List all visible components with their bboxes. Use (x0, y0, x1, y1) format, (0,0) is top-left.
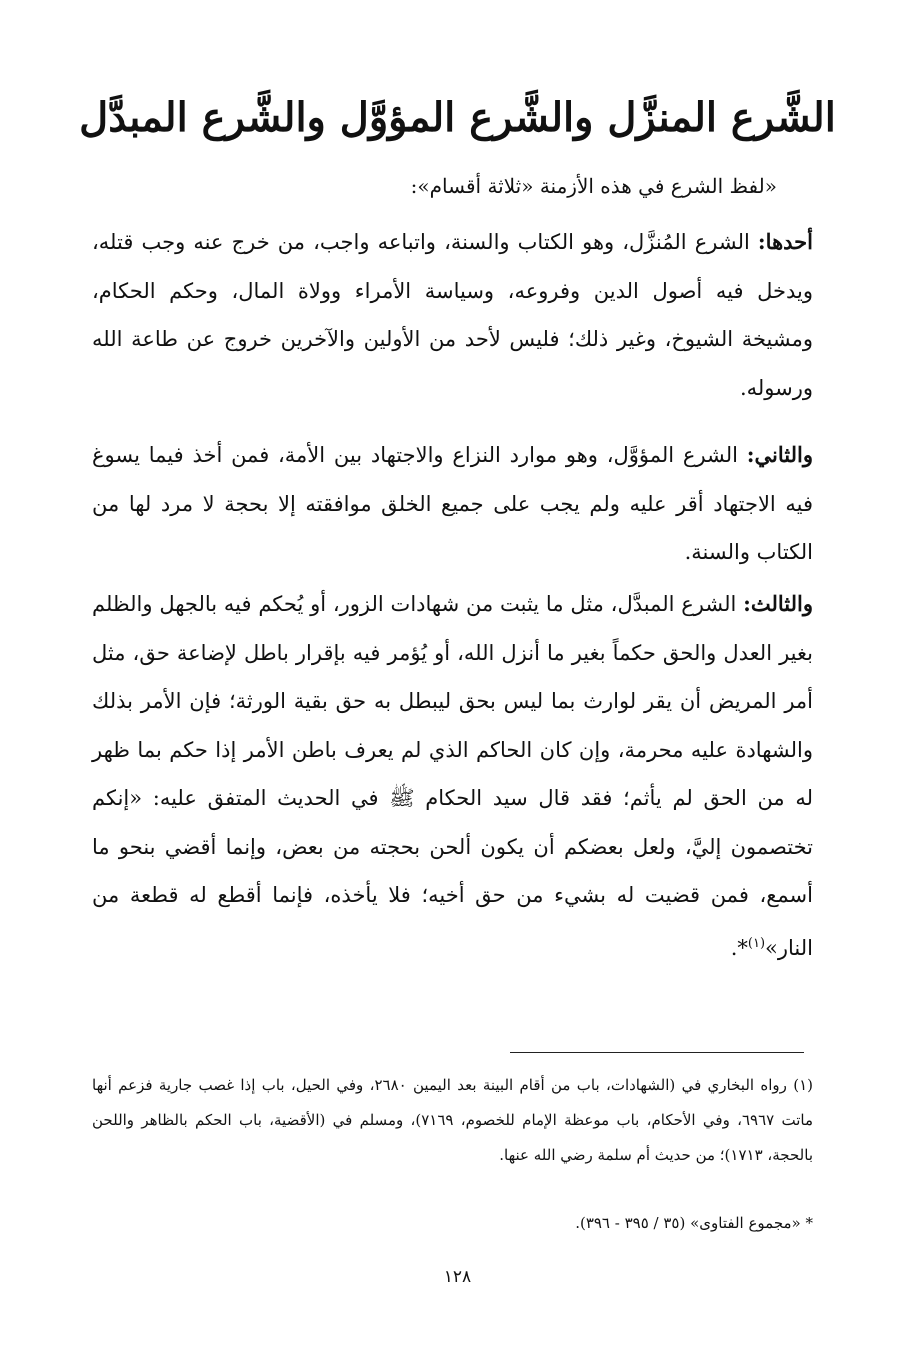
page-number: ١٢٨ (443, 1267, 472, 1287)
paragraph-first (92, 218, 813, 412)
footnote: (١) رواه البخاري في (الشهادات، باب من أقام البينة بعد اليمين ٢٦٨٠، وفي الحيل، باب إذا غصب جارية فزعم أنها ماتت ٦٩٦٧، وفي الأحكام، باب موعظة الإمام للخصوم، ٧١٦٩)، ومسلم في (الأقضية، باب الحكم بالظاهر واللحن بالحجة، ١٧١٣)؛ من حديث أم سلمة رضي الله عنها. (92, 1076, 813, 1164)
page-title: الشَّرع المنزَّل والشَّرع المؤوَّل والشَّرع المبدَّل (79, 94, 836, 141)
paragraph-lead: والثاني: (746, 442, 813, 467)
paragraph-text: الشرع المُنزَّل، وهو الكتاب والسنة، واتباعه واجب، من خرج عنه وجب قتله، ويدخل فيه أصول الدين وفروعه، وسياسة الأمراء وولاة المال، وحكم الحكام، ومشيخة الشيوخ، وغير ذلك؛ فليس لأحد من الأولين والآخرين خروج عن طاعة الله ورسوله. (92, 230, 813, 400)
paragraph-lead: أحدها: (757, 229, 813, 254)
paragraph-end: *. (730, 935, 748, 960)
paragraph-text: الشرع المؤوَّل، وهو موارد النزاع والاجتهاد بين الأمة، فمن أخذ فيما يسوغ فيه الاجتهاد أقر عليه ولم يجب على جميع الخلق موافقته إلا بحجة لا مرد لها من الكتاب والسنة. (92, 443, 813, 564)
paragraph-lead: والثالث: (743, 591, 813, 616)
source-citation: * «مجموع الفتاوى» (٣٥ / ٣٩٥ - ٣٩٦). (575, 1214, 813, 1232)
paragraph-text: الشرع المبدَّل، مثل ما يثبت من شهادات الزور، أو يُحكم فيه بالجهل والظلم بغير العدل والحق حكماً بغير ما أنزل الله، أو يُؤمر فيه بإقرار باطل لإضاعة حق، مثل أمر المريض أن يقر لوارث بما ليس بحق ليبطل به حق بقية الورثة؛ فإن الأمر بذلك والشهادة عليه محرمة، وإن كان الحاكم الذي لم يعرف باطن الأمر إذا حكم بما ظهر له من الحق لم يأثم؛ فقد قال سيد الحكام ﷺ في الحديث المتفق عليه: «إنكم تختصمون إليَّ، ولعل بعضكم أن يكون ألحن بحجته من بعض، وإنما أقضي بنحو ما أسمع، فمن قضيت له بشيء من حق أخيه؛ فلا يأخذه، فإنما أقطع له قطعة من النار» (92, 592, 813, 960)
paragraph-second (92, 431, 813, 577)
intro-line: «لفظ الشرع في هذه الأزمنة «ثلاثة أقسام»: (410, 174, 777, 198)
footnote-divider (510, 1052, 804, 1053)
footnote-reference: (١) (747, 935, 766, 951)
paragraph-third (92, 580, 813, 972)
